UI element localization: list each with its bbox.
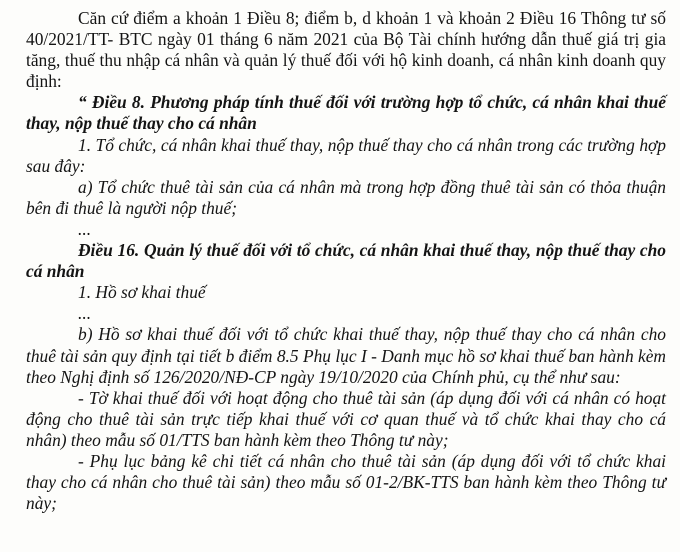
article-16-point-b: b) Hồ sơ khai thuế đối với tổ chức khai thuế thay, nộp thuế thay cho cá nhân cho thuê tài sản quy định tại tiết b điểm 8.5 Phụ lục I - Danh mục hồ sơ khai thuế ban hành kèm theo Nghị định số 126/2020/NĐ-CP ngày 19/10/2020 của Chính phủ, cụ thể như sau: bbox=[26, 324, 666, 387]
article-8-clause-1: 1. Tổ chức, cá nhân khai thuế thay, nộp thuế thay cho cá nhân trong các trường hợp sau đây: bbox=[26, 134, 666, 176]
dossier-item-2: - Phụ lục bảng kê chi tiết cá nhân cho thuê tài sản (áp dụng đối với tổ chức khai thay cho cá nhân cho thuê tài sản) theo mẫu số 01-2/BK-TTS ban hành kèm theo Thông tư này; bbox=[26, 450, 666, 514]
ellipsis-2: ... bbox=[78, 303, 92, 324]
intro-paragraph: Căn cứ điểm a khoản 1 Điều 8; điểm b, d khoản 1 và khoản 2 Điều 16 Thông tư số 40/2021/TT- BTC ngày 01 tháng 6 năm 2021 của Bộ Tài chính hướng dẫn thuế giá trị gia tăng, thuế thu nhập cá nhân và quản lý thuế đối với hộ kinh doanh, cá nhân kinh doanh quy định: bbox=[26, 8, 666, 92]
article-8-point-a: a) Tổ chức thuê tài sản của cá nhân mà trong hợp đồng thuê tài sản có thỏa thuận bên đi thuê là người nộp thuế; bbox=[26, 176, 666, 218]
dossier-item-1: - Tờ khai thuế đối với hoạt động cho thuê tài sản (áp dụng đối với cá nhân có hoạt động cho thuê tài sản trực tiếp khai thuế với cơ quan thuế và tổ chức khai thay cho cá nhân) theo mẫu số 01/TTS ban hành kèm theo Thông tư này; bbox=[26, 387, 666, 450]
article-16-clause-1: 1. Hồ sơ khai thuế bbox=[78, 282, 206, 303]
article-8-heading: “ Điều 8. Phương pháp tính thuế đối với trường hợp tổ chức, cá nhân khai thuế thay, nộp thuế thay cho cá nhân bbox=[26, 92, 666, 134]
ellipsis-1: ... bbox=[78, 218, 92, 239]
article-16-heading: Điều 16. Quản lý thuế đối với tổ chức, cá nhân khai thuế thay, nộp thuế thay cho cá nhân bbox=[26, 240, 666, 282]
